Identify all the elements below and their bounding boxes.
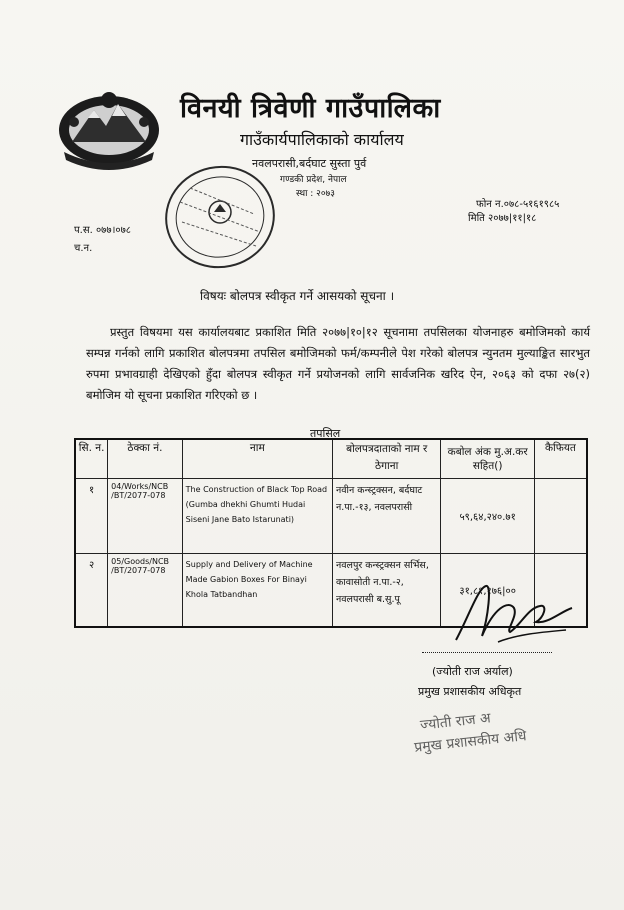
- cell-contract-no: 05/Goods/NCB /BT/2077-078: [108, 554, 183, 628]
- signature-icon: [448, 578, 578, 650]
- cell-project-name: Supply and Delivery of Machine Made Gabion Boxes For Binayi Khola Tatbandhan: [182, 554, 332, 628]
- col-header-contract-no: ठेक्का नं.: [108, 439, 183, 479]
- office-subtitle: गाउँकार्यपालिकाको कार्यालय: [240, 130, 404, 149]
- col-header-vendor: बोलपत्रदाताको नाम र ठेगाना: [332, 439, 440, 479]
- signature-line: [422, 652, 552, 653]
- notice-body: प्रस्तुत विषयमा यस कार्यालयबाट प्रकाशित मिति २०७७|१०|१२ सूचनामा तपसिलका योजनाहरु बमोजिमको कार्य सम्पन्न गर्नको लागि प्रकाशित बोलपत्रमा तपसिल बमोजिमको फर्म/कम्पनीले पेश गरेको बोलपत्र न्युनतम मुल्याङ्कित सारभुत रुपमा प्रभावग्राही देखिएको हुँदा बोलपत्र स्वीकृत गर्ने प्रयोजनको लागि सार्वजनिक खरिद ऐन, २०६३ को दफा २७(२) बमोजिम यो सूचना प्रकाशित गरिएको छ ।: [86, 325, 590, 402]
- notice-date: मिति २०७७|११|१८: [468, 213, 537, 224]
- established-year: स्था : २०७३: [296, 189, 335, 199]
- office-address: नवलपरासी,बर्दघाट सुस्ता पुर्व: [252, 157, 367, 170]
- cell-amount: ३१,८१,१७६|००: [441, 554, 534, 628]
- signatory-title: प्रमुख प्रशासकीय अधिकृत: [418, 685, 522, 698]
- seal-text-title: प्रमुख प्रशासकीय अधि: [413, 728, 528, 756]
- letter-reference-number: प.स. ०७७।०७८: [74, 225, 131, 236]
- cell-contract-no: 04/Works/NCB /BT/2077-078: [108, 479, 183, 554]
- office-province: गण्डकी प्रदेश, नेपाल: [280, 175, 347, 185]
- dispatch-number: च.न.: [74, 243, 93, 254]
- table-row: [75, 479, 587, 554]
- cell-vendor: नवीन कन्स्ट्रक्सन, बर्दघाट न.पा.-१३, नवलपरासी: [332, 479, 440, 554]
- col-header-remarks: कैफियत: [534, 439, 587, 479]
- cell-project-name: The Construction of Black Top Road (Gumba dhekhi Ghumti Hudai Siseni Jane Bato Istarunati): [182, 479, 332, 554]
- schedule-caption: तपसिल: [310, 427, 341, 440]
- cell-remarks: [534, 479, 587, 554]
- cell-sn: २: [75, 554, 108, 628]
- cell-vendor: नवलपुर कन्स्ट्रक्सन सर्भिस, कावासोती न.पा.-२, नवलपरासी ब.सु.पू: [332, 554, 440, 628]
- col-header-sn: सि. न.: [75, 439, 108, 479]
- seal-text-name: ज्योती राज अ: [419, 710, 492, 734]
- cell-amount: ५९,६४,२४०.७१: [441, 479, 534, 554]
- col-header-amount: कबोल अंक मु.अ.कर सहित(): [441, 439, 534, 479]
- signatory-name: (ज्योती राज अर्याल): [432, 665, 513, 678]
- office-phone: फोन न.०७८-५१६१९८५: [476, 199, 560, 210]
- office-stamp-icon: [160, 162, 280, 272]
- notice-subject: विषयः बोलपत्र स्वीकृत गर्ने आसयको सूचना ।: [200, 289, 395, 303]
- municipality-title: विनयी त्रिवेणी गाउँपालिका: [180, 93, 441, 124]
- col-header-name: नाम: [182, 439, 332, 479]
- cell-sn: १: [75, 479, 108, 554]
- table-header-row: [75, 439, 587, 479]
- nepal-emblem-icon: [54, 82, 164, 170]
